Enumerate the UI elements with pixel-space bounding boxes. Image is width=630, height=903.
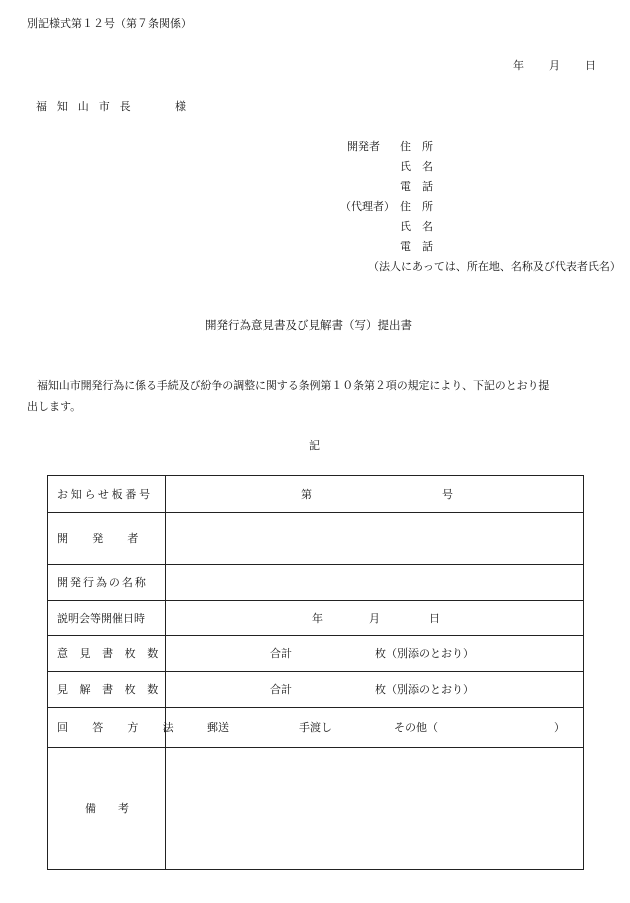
agent-label: （代理者） [340, 200, 395, 213]
opinion-count-label: 意見書枚数 [57, 647, 170, 660]
table-row-briefing-date [48, 600, 583, 636]
agent-phone-label: 電 話 [400, 240, 433, 253]
date-month-label: 月 [549, 59, 560, 72]
notice-number-label: お知らせ板番号 [57, 488, 153, 501]
response-total-label: 合計 [270, 683, 292, 696]
opinion-total-label: 合計 [270, 647, 292, 660]
developer-label: 開発者 [347, 140, 380, 153]
briefing-date-label: 説明会等開催日時 [57, 611, 145, 625]
body-text-line-2: 出します。 [27, 400, 82, 413]
notice-number-suffix: 号 [442, 488, 453, 501]
method-other-close: ） [554, 721, 565, 734]
briefing-month-label: 月 [369, 611, 380, 625]
response-sheets-label: 枚（別添のとおり） [375, 683, 474, 696]
agent-name-label: 氏 名 [400, 220, 433, 233]
table-row-project-name [48, 564, 583, 601]
method-other-option: その他（ [394, 721, 438, 734]
remarks-label: 備考 [85, 802, 151, 815]
date-year-label: 年 [513, 59, 524, 72]
opinion-sheets-label: 枚（別添のとおり） [375, 647, 474, 660]
table-row-remarks [48, 747, 583, 869]
briefing-day-label: 日 [429, 611, 440, 625]
developer-address-label: 住 所 [400, 140, 433, 153]
method-hand-option: 手渡し [299, 721, 332, 734]
response-count-label: 見解書枚数 [57, 683, 170, 696]
details-table [47, 475, 584, 870]
developer-name-label: 氏 名 [400, 160, 433, 173]
table-row-response-count [48, 671, 583, 708]
table-row-developer [48, 512, 583, 565]
agent-address-label: 住 所 [400, 200, 433, 213]
addressee: 福知山市長 [36, 100, 141, 113]
corporation-note: （法人にあっては、所在地、名称及び代表者氏名） [368, 260, 621, 273]
document-title: 開発行為意見書及び見解書（写）提出書 [205, 318, 412, 332]
table-row-answer-method [48, 707, 583, 748]
form-reference: 別記様式第１２号（第７条関係） [27, 17, 192, 30]
body-text-line-1: 福知山市開発行為に係る手続及び紛争の調整に関する条例第１０条第２項の規定により、下記のとおり提 [37, 379, 550, 392]
project-name-label: 開発行為の名称 [57, 576, 148, 589]
table-row-opinion-count [48, 635, 583, 672]
ki-heading: 記 [309, 439, 320, 452]
date-day-label: 日 [585, 59, 596, 72]
addressee-honorific: 様 [175, 100, 186, 113]
table-row-notice-number [48, 476, 583, 513]
developer-row-label: 開発者 [57, 532, 163, 545]
briefing-year-label: 年 [312, 611, 323, 625]
notice-number-prefix: 第 [301, 488, 312, 501]
answer-method-label: 回答方法 [57, 721, 198, 734]
developer-phone-label: 電 話 [400, 180, 433, 193]
method-mail-option: 郵送 [207, 721, 229, 734]
